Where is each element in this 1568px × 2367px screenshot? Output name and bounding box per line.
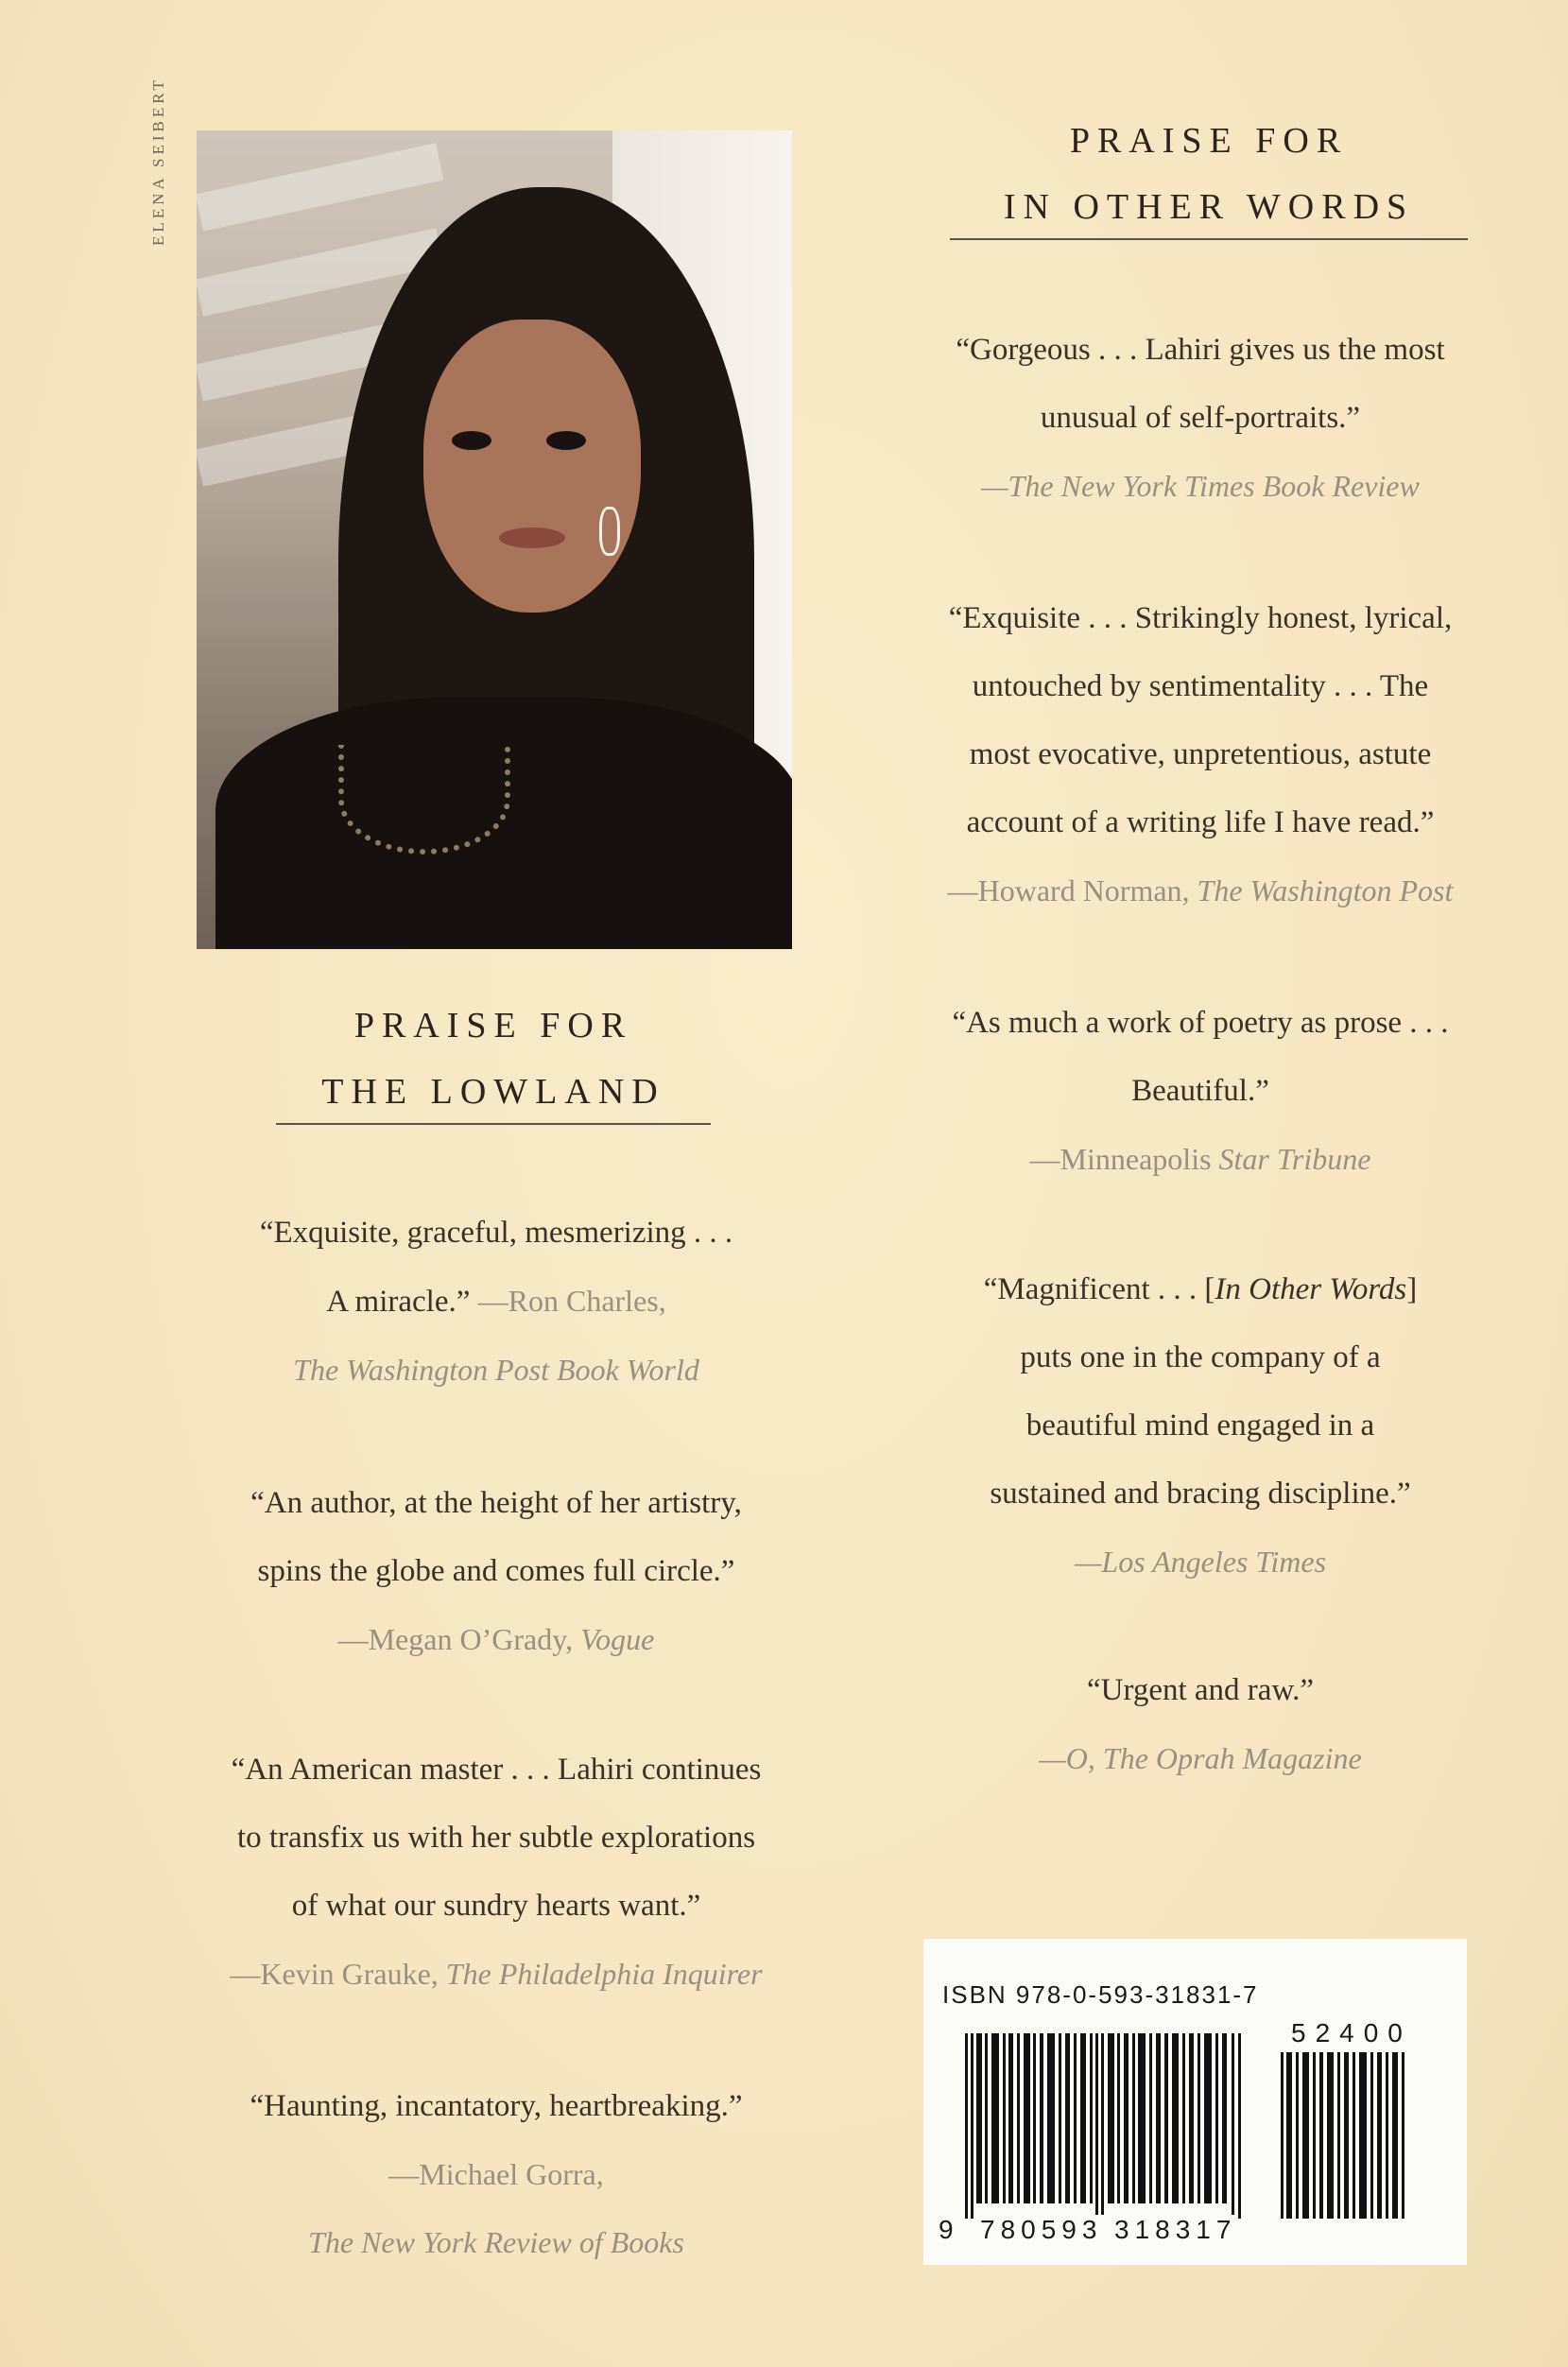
attrib-name: —Howard Norman, [947,873,1198,907]
quote-fragment: ] [1406,1272,1418,1306]
photo-credit: ELENA SEIBERT [149,77,167,246]
attrib-name: —Kevin Grauke, [230,1957,446,1991]
quote-line: untouched by sentimentality . . . The [972,669,1429,703]
quote-ron-charles [142,1199,851,1404]
author-photo [197,130,792,949]
attrib-name: —Megan O’Grady, [337,1622,581,1656]
quote-fragment: A miracle.” [326,1285,478,1319]
barcode-digit-lead: 9 [939,2215,954,2244]
quote-line: spins the globe and comes full circle.” [257,1554,735,1588]
quote-attribution [142,1605,851,1673]
attrib-publication: The Washington Post [1197,873,1454,907]
quote-line: beautiful mind engaged in a [1025,1408,1375,1443]
quote-line: most evocative, unpretentious, astute [969,737,1432,771]
heading-line2: IN OTHER WORDS [950,176,1468,240]
quote-washington-post [870,584,1531,924]
heading-the-lowland [276,991,711,1125]
barcode-digits-right: 318317 [1114,2215,1237,2244]
heading-line1: PRAISE FOR [1069,121,1349,161]
attrib-name: —Michael Gorra, [388,2157,604,2191]
quote-line: “Urgent and raw.” [1086,1673,1315,1707]
quote-vogue [142,1469,851,1673]
attrib-name: —Minneapolis [1029,1142,1219,1176]
quote-nyt-book-review [870,316,1531,520]
attrib-publication: The Philadelphia Inquirer [445,1957,763,1991]
isbn-barcode [923,1939,1467,2265]
heading-line2: THE LOWLAND [276,1061,711,1125]
quote-ny-review-of-books [142,2072,851,2276]
quote-line: account of a writing life I have read.” [966,805,1435,839]
quote-line: puts one in the company of a [1020,1340,1381,1374]
quote-attribution [870,1125,1531,1193]
barcode-bars-main [965,2033,1249,2219]
quote-line [870,1255,1531,1323]
quote-fragment: “Magnificent . . . [ [983,1272,1215,1306]
quote-line: “Gorgeous . . . Lahiri gives us the most [956,333,1445,367]
attrib-publication: Star Tribune [1218,1142,1371,1176]
quote-attribution: —Los Angeles Times [1074,1545,1327,1579]
heading-in-other-words [950,106,1468,240]
quote-attribution: —The New York Times Book Review [981,469,1420,503]
quote-line [142,1267,851,1336]
quote-attribution [870,856,1531,924]
quote-attribution: The Washington Post Book World [293,1353,699,1387]
barcode-digits-left: 780593 [980,2215,1103,2244]
quote-line: “An American master . . . Lahiri continues [231,1753,762,1787]
quote-line: unusual of self-portraits.” [1040,401,1361,435]
attrib-name: —Ron Charles, [477,1284,666,1318]
attrib-publication: Vogue [580,1622,655,1656]
quote-line: Beautiful.” [1131,1074,1269,1108]
quote-line: sustained and bracing discipline.” [990,1477,1411,1511]
barcode-bars-addon [1281,2052,1405,2219]
quote-title-italic: In Other Words [1215,1272,1407,1306]
quote-line: “Exquisite . . . Strikingly honest, lyrical, [948,601,1453,635]
quote-la-times [870,1255,1531,1596]
quote-line: “Haunting, incantatory, heartbreaking.” [250,2089,743,2123]
heading-line1: PRAISE FOR [353,1006,633,1045]
quote-star-tribune [870,989,1531,1193]
quote-attribution [142,1940,851,2008]
quote-line: of what our sundry hearts want.” [291,1889,701,1923]
isbn-text: ISBN 978-0-593-31831-7 [942,1980,1259,2009]
quote-line: “An author, at the height of her artistry, [250,1486,742,1520]
quote-attribution: —O, The Oprah Magazine [1039,1741,1362,1775]
quote-philadelphia-inquirer [142,1736,851,2008]
attrib-publication: The New York Review of Books [308,2225,684,2259]
quote-oprah-magazine [870,1656,1531,1792]
price-code: 52400 [1291,2018,1412,2047]
quote-line: “As much a work of poetry as prose . . . [952,1006,1449,1040]
quote-line: to transfix us with her subtle explorations [236,1821,756,1855]
quote-line: “Exquisite, graceful, mesmerizing . . . [259,1216,733,1250]
